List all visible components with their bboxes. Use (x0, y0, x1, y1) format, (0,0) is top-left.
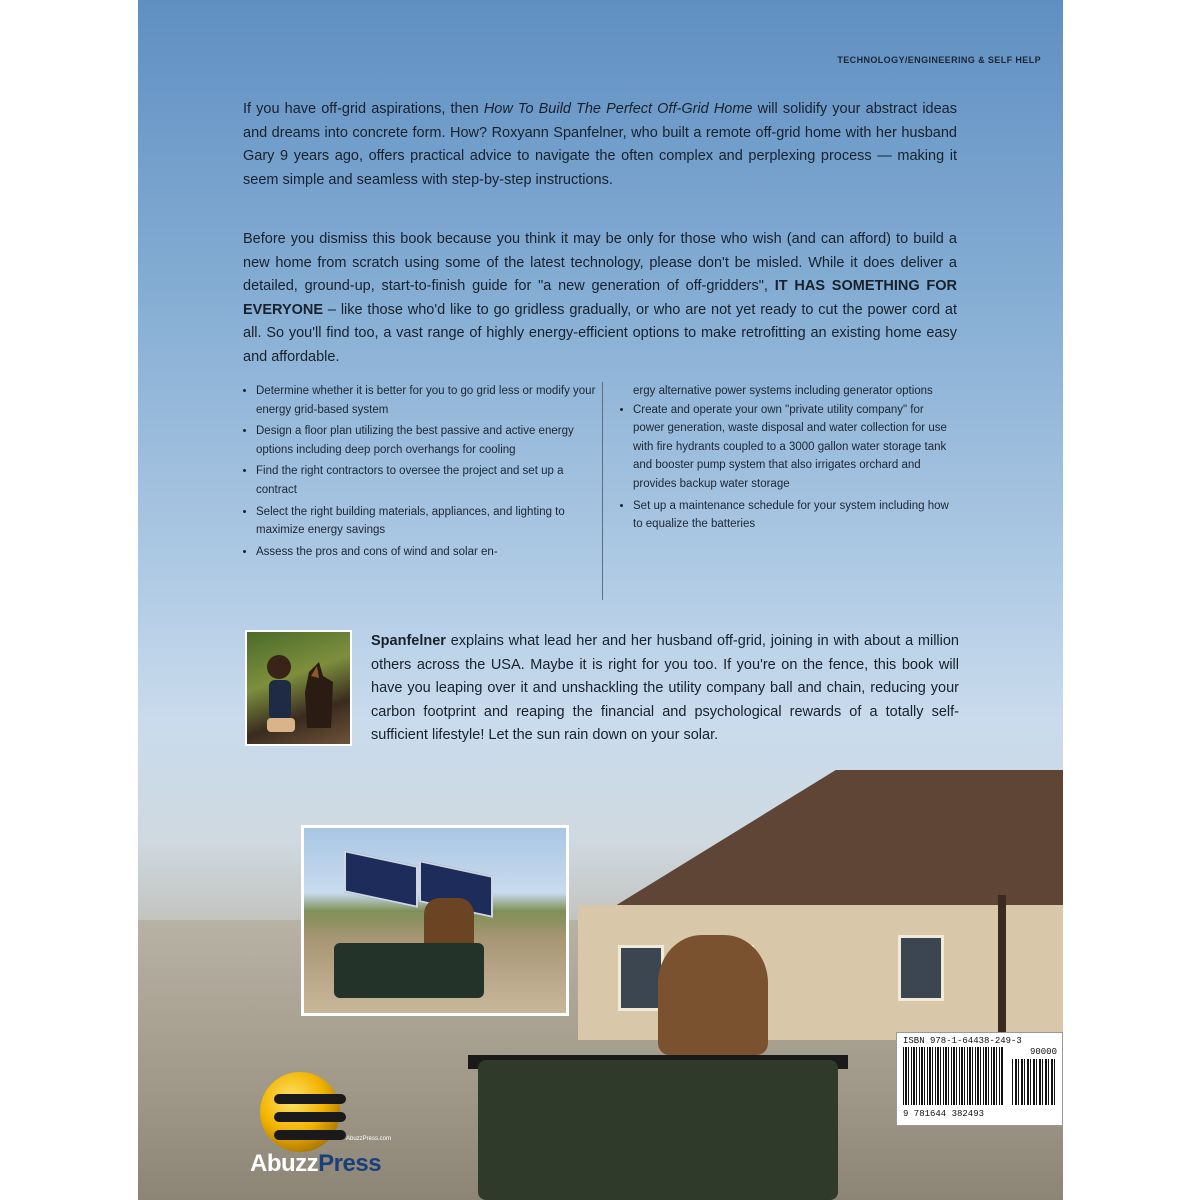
bullet-column-right (602, 382, 957, 600)
barcode-bars (903, 1047, 1003, 1105)
price-barcode-bars (1012, 1059, 1056, 1105)
bullet-item: • Create and operate your own "private utility company" for power generation, waste disposal and water collection for use with fire hydrants coupled to a 3000 gallon water storage tank and booster pump system that also irrigates orchard and provides backup water storage (633, 401, 957, 494)
publisher-name (250, 1150, 381, 1178)
bullet-item: • Determine whether it is better for you to go grid less or modify your energy grid-based system (256, 382, 600, 419)
publisher-url: AbuzzPress.com (346, 1136, 392, 1142)
bullet-item: • Select the right building materials, appliances, and lighting to maximize energy savings (256, 503, 600, 540)
feature-bullets (240, 382, 960, 602)
second-paragraph (243, 228, 957, 369)
bullet-item: • Find the right contractors to oversee the project and set up a contract (256, 462, 600, 499)
solar-panel-photo (301, 825, 569, 1016)
author-paragraph (371, 630, 959, 748)
bullet-item: • Design a floor plan utilizing the best passive and active energy options including deep porch overhangs for cooling (256, 422, 600, 459)
house-roof (558, 770, 1063, 910)
author-with-dog-illustration (247, 632, 350, 744)
barcode-digits: 9 781644 382493 (903, 1109, 985, 1119)
house-wall (578, 905, 1063, 1040)
book-title: How To Build The Perfect Off-Grid Home (483, 101, 753, 117)
bullet-item: • Set up a maintenance schedule for your system including how to equalize the batteries (633, 497, 957, 534)
bullet-column-left (240, 382, 600, 564)
atv-vehicle (334, 943, 484, 998)
publisher-logo (250, 1072, 390, 1182)
logo-stripe (274, 1112, 346, 1122)
bee-logo-icon (260, 1072, 340, 1152)
house-window (898, 935, 944, 1001)
publisher-name-part2: Press (318, 1150, 382, 1177)
dog (658, 935, 768, 1055)
second-paragraph-after: – like those who'd like to go gridless gradually, or who are not yet ready to cut the power cord at all. So you'll find too, a vast range of highly energy-efficient options to make retrofitting an existing home easy and affordable. (243, 301, 957, 365)
intro-text-before: If you have off-grid aspirations, then (243, 101, 484, 117)
isbn-number: ISBN 978-1-64438-249-3 (903, 1036, 1022, 1046)
category-label: TECHNOLOGY/ENGINEERING & SELF HELP (837, 55, 1041, 65)
intro-text-after: will solidify your abstract ideas and dreams into concrete form. How? Roxyann Spanfelner, who built a remote off-grid home with her husband Gary 9 years ago, offers practical advice to navigate the often complex and perplexing process — making it seem simple and seamless with step-by-step instructions. (243, 101, 957, 188)
porch-post (998, 895, 1006, 1045)
second-paragraph-emphasis: IT HAS SOMETHING FOR EVERYONE (243, 278, 958, 318)
author-name: Spanfelner (371, 633, 446, 649)
bullet-continuation: ergy alternative power systems including generator options (633, 385, 933, 397)
publisher-name-part1: Abuzz (250, 1150, 319, 1177)
bullet-item: • Assess the pros and cons of wind and solar en- (256, 543, 600, 562)
second-paragraph-before: Before you dismiss this book because you think it may be only for those who wish (and can afford) to build a new home from scratch using some of the latest technology, please don't be misled. While it does deliver a detailed, ground-up, start-to-finish guide for "a new generation of off-gridders", (243, 231, 957, 294)
author-text: explains what lead her and her husband off-grid, joining in with about a million others across the USA. Maybe it is right for you too. If you're on the fence, this book will have you leaping over it and unshackling the utility company ball and chain, reducing your carbon footprint and reaping the financial and psychological rewards of a totally self-sufficient lifestyle! Let the sun rain down on your solar. (371, 633, 959, 743)
book-back-cover (138, 0, 1063, 1200)
intro-paragraph (243, 98, 957, 192)
logo-stripe (274, 1130, 346, 1140)
author-photo (245, 630, 352, 746)
logo-stripe (274, 1094, 346, 1104)
isbn-barcode (896, 1032, 1063, 1126)
atv-vehicle (478, 1060, 838, 1200)
solar-panel (344, 850, 418, 908)
price-code: 90000 (1029, 1047, 1057, 1057)
